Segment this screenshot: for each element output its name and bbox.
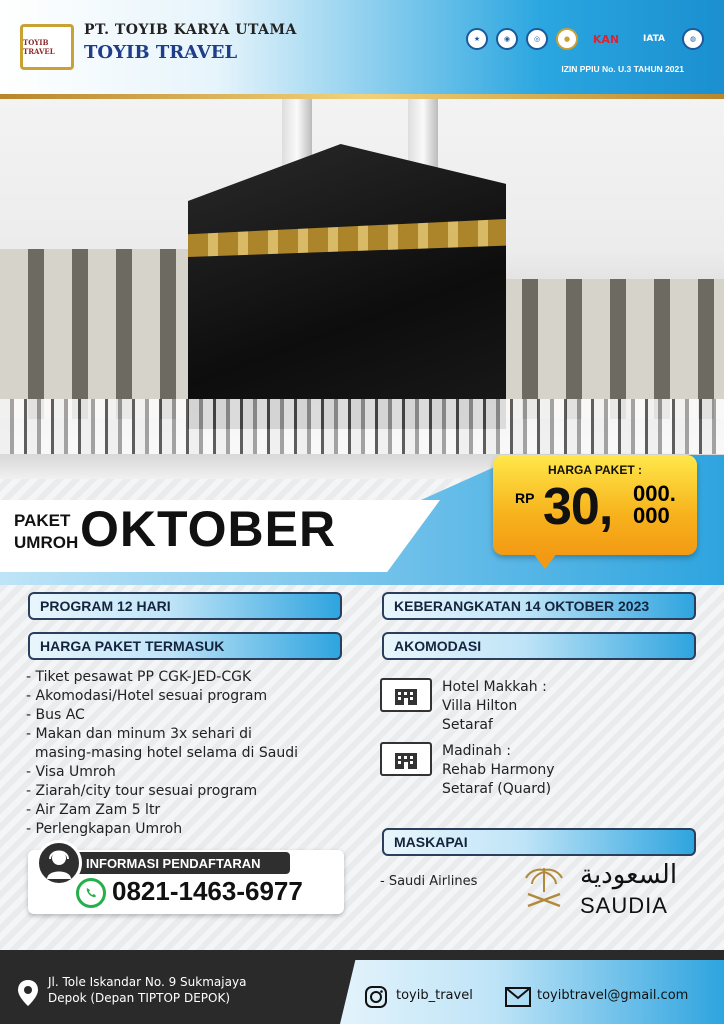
list-item: - Air Zam Zam 5 ltr <box>26 802 161 818</box>
brand-name: TOYIB TRAVEL <box>84 42 238 63</box>
package-label-line2: UMROH <box>14 533 79 552</box>
customer-service-icon <box>36 840 82 886</box>
whatsapp-icon[interactable] <box>76 878 106 908</box>
price-currency: RP <box>515 490 535 506</box>
list-item: - Tiket pesawat PP CGK-JED-CGK <box>26 669 252 685</box>
certification-logos <box>466 28 704 50</box>
list-item: - Akomodasi/Hotel sesuai program <box>26 688 268 704</box>
hotel-line: Rehab Harmony <box>442 762 555 778</box>
iata-icon: IATA <box>642 34 666 44</box>
email-address[interactable]: toyibtravel@gmail.com <box>537 988 689 1003</box>
hotel-line: Madinah : <box>442 743 511 759</box>
mosque-arcade-right <box>494 279 724 419</box>
building-icon <box>380 678 432 712</box>
saudia-palm-icon <box>520 862 568 914</box>
siskopatuh-icon: ◎ <box>526 28 548 50</box>
email-icon[interactable] <box>505 987 531 1007</box>
month-title: OKTOBER <box>80 501 337 557</box>
list-item: - Ziarah/city tour sesuai program <box>26 783 258 799</box>
kan-icon: KAN <box>592 32 620 46</box>
address <box>48 974 246 1006</box>
minaret-right <box>408 99 438 169</box>
registration-label: INFORMASI PENDAFTARAN <box>50 852 290 874</box>
mosque-arcade-left <box>0 249 200 419</box>
list-item: - Visa Umroh <box>26 764 116 780</box>
location-pin-icon <box>18 980 38 1006</box>
price-tag <box>493 455 697 555</box>
kaaba-photo <box>0 99 724 479</box>
price-amount-small-1: 000. <box>633 481 676 506</box>
includes-pill: HARGA PAKET TERMASUK <box>28 632 342 660</box>
license-number: IZIN PPIU No. U.3 TAHUN 2021 <box>561 64 684 74</box>
halal-icon: ● <box>556 28 578 50</box>
association-icon: ◉ <box>496 28 518 50</box>
phone-number[interactable]: 0821-1463-6977 <box>112 876 303 906</box>
hotel-makkah-text <box>442 678 547 735</box>
hotel-line: Setaraf (Quard) <box>442 781 552 797</box>
includes-list <box>26 668 298 839</box>
instagram-icon[interactable] <box>364 985 388 1009</box>
saudia-logo-arabic: السعودية <box>580 860 678 890</box>
price-label: HARGA PAKET : <box>548 463 642 477</box>
package-label <box>14 510 78 554</box>
instagram-handle[interactable]: toyib_travel <box>396 988 473 1003</box>
address-line2: Depok (Depan TIPTOP DEPOK) <box>48 991 231 1005</box>
address-line1: Jl. Tole Iskandar No. 9 Sukmajaya <box>48 975 247 989</box>
company-name: PT. TOYIB KARYA UTAMA <box>84 22 297 38</box>
company-logo <box>20 24 74 70</box>
airline-name: - Saudi Airlines <box>380 874 478 889</box>
airline-pill: MASKAPAI <box>382 828 696 856</box>
kemenag-icon: ★ <box>466 28 488 50</box>
hotel-madinah <box>380 742 554 799</box>
list-item: masing-masing hotel selama di Saudi <box>26 745 298 761</box>
price-amount-small <box>633 483 676 527</box>
saudia-logo-latin: SAUDIA <box>580 893 668 918</box>
iso-icon: ◍ <box>682 28 704 50</box>
list-item: - Perlengkapan Umroh <box>26 821 183 837</box>
hotel-line: Hotel Makkah : <box>442 679 547 695</box>
departure-pill: KEBERANGKATAN 14 OKTOBER 2023 <box>382 592 696 620</box>
kaaba <box>188 144 506 429</box>
building-icon <box>380 742 432 776</box>
program-pill: PROGRAM 12 HARI <box>28 592 342 620</box>
list-item: - Makan dan minum 3x sehari di <box>26 726 252 742</box>
price-amount-big: 30, <box>543 478 613 536</box>
package-label-line1: PAKET <box>14 511 71 530</box>
price-amount-small-2: 000 <box>633 503 670 528</box>
logo-text: TOYIB TRAVEL <box>23 38 55 56</box>
hotel-line: Setaraf <box>442 717 493 733</box>
hotel-makkah <box>380 678 547 735</box>
hotel-madinah-text <box>442 742 554 799</box>
hotel-line: Villa Hilton <box>442 698 518 714</box>
accommodation-pill: AKOMODASI <box>382 632 696 660</box>
list-item: - Bus AC <box>26 707 85 723</box>
